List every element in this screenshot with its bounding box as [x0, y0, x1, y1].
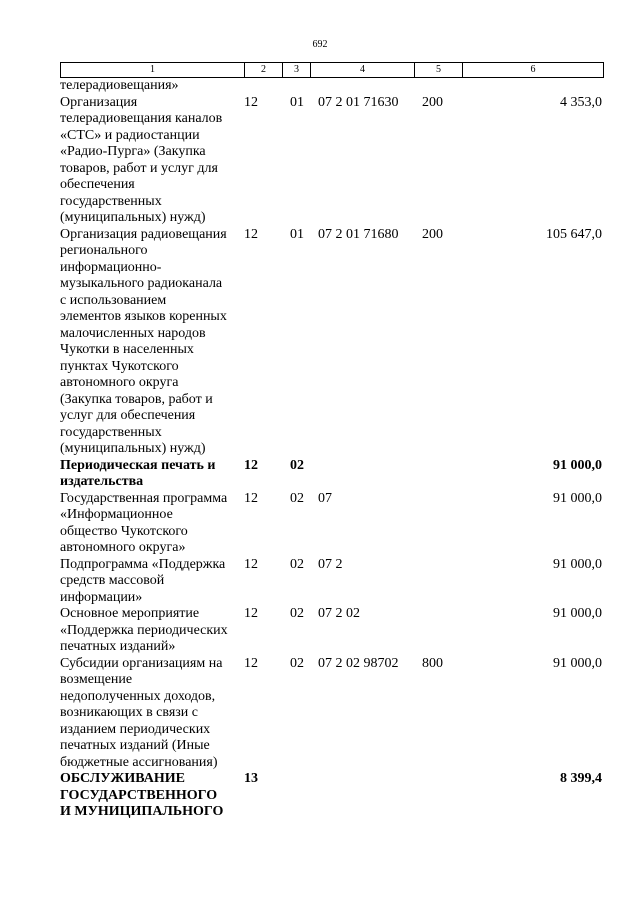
row-expense-type: 200: [422, 94, 443, 110]
row-section-code: 12: [244, 226, 258, 242]
row-amount: 91 000,0: [553, 490, 602, 506]
table-row: [60, 491, 603, 557]
table-row: [60, 95, 603, 227]
row-name: Государственная программа «Информационное общество Чукотского автономного округа»: [60, 490, 228, 555]
column-header-2: 2: [245, 63, 283, 78]
column-header-table: [60, 62, 604, 78]
row-amount: 105 647,0: [546, 226, 602, 242]
column-header-3: 3: [283, 63, 311, 78]
row-name: Подпрограмма «Поддержка средств массовой информации»: [60, 556, 226, 605]
page-number: 692: [312, 39, 328, 50]
row-amount: 91 000,0: [553, 655, 602, 671]
row-amount: 91 000,0: [553, 457, 602, 473]
column-header-5: 5: [415, 63, 463, 78]
row-subsection-code: 02: [290, 606, 304, 621]
column-header-6: 6: [463, 63, 604, 78]
row-target-code: 07 2: [318, 556, 343, 572]
row-expense-type: 800: [422, 655, 443, 671]
row-section-code: 12: [244, 655, 258, 671]
row-name: телерадиовещания»: [60, 78, 179, 93]
row-target-code: 07 2 01 71680: [318, 226, 399, 242]
row-name: Субсидии организациям на возмещение недополученных доходов, возникающих в связи с изданием периодических печатных изданий (Иные бюджетные ассигнования): [60, 655, 223, 770]
column-header-1: 1: [61, 63, 245, 78]
row-section-code: 12: [244, 606, 258, 621]
budget-table-body: [60, 78, 603, 821]
table-row: [60, 458, 603, 491]
row-name: Основное мероприятие «Поддержка периодических печатных изданий»: [60, 606, 228, 654]
row-target-code: 07 2 01 71630: [318, 94, 399, 110]
row-section-code: 12: [244, 457, 258, 473]
row-name: Организация телерадиовещания каналов «СТС» и радиостанции «Радио-Пурга» (Закупка товаров, работ и услуг для обеспечения государственных (муниципальных) нужд): [60, 94, 223, 225]
row-target-code: 07 2 02 98702: [318, 655, 399, 671]
row-subsection-code: 02: [290, 490, 304, 506]
row-target-code: 07 2 02: [318, 606, 360, 621]
row-target-code: 07: [318, 490, 332, 506]
row-section-code: 13: [244, 771, 258, 786]
row-subsection-code: 02: [290, 457, 304, 473]
table-row: [60, 656, 603, 772]
table-row: [60, 227, 603, 458]
column-header-4: 4: [311, 63, 415, 78]
row-amount: 91 000,0: [553, 606, 602, 621]
row-subsection-code: 01: [290, 226, 304, 242]
table-row: [60, 606, 603, 656]
row-name: Организация радиовещания регионального информационно- музыкального радиоканала с использованием элементов языков коренных малочисленных народов Чукотки в населенных пунктах Чукотского автономного округа (Закупка товаров, работ и услуг для обеспечения государственных (муниципальных) нужд): [60, 226, 227, 456]
row-subsection-code: 01: [290, 94, 304, 110]
table-row: [60, 78, 603, 95]
row-name: Периодическая печать и издательства: [60, 457, 216, 489]
row-expense-type: 200: [422, 226, 443, 242]
row-amount: 91 000,0: [553, 556, 602, 572]
row-name: ОБСЛУЖИВАНИЕ ГОСУДАРСТВЕННОГО И МУНИЦИПАЛЬНОГО: [60, 771, 224, 819]
row-section-code: 12: [244, 490, 258, 506]
row-section-code: 12: [244, 556, 258, 572]
column-header-row: [61, 63, 604, 78]
row-amount: 8 399,4: [560, 771, 602, 786]
row-subsection-code: 02: [290, 655, 304, 671]
table-row: [60, 771, 603, 821]
row-section-code: 12: [244, 94, 258, 110]
row-subsection-code: 02: [290, 556, 304, 572]
row-amount: 4 353,0: [560, 94, 602, 110]
table-row: [60, 557, 603, 607]
